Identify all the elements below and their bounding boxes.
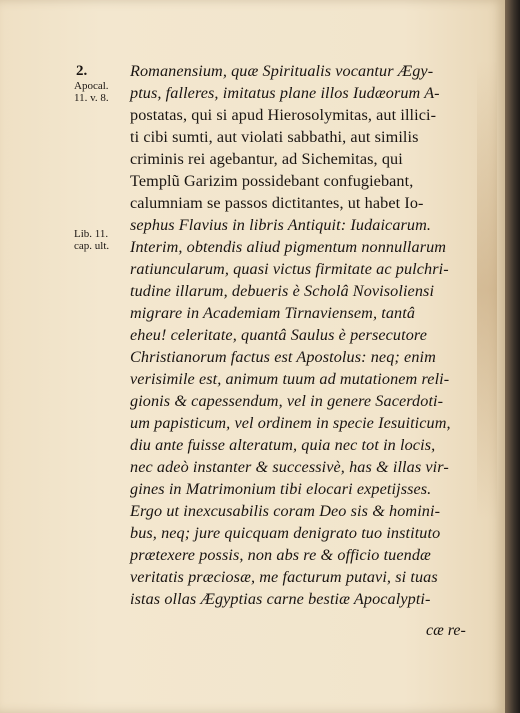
text-line: Interim, obtendis aliud pigmentum nonnullarum [130, 238, 447, 256]
margin-note-line: 11. v. 8. [74, 92, 109, 104]
text-line: veritatis præciosæ, me facturum putavi, si tuas [130, 568, 438, 586]
text-line: bus, neq; jure quicquam denigrato tuo instituto [130, 524, 441, 542]
text-line: ratiuncularum, quasi victus firmitate ac pulchri- [130, 260, 449, 278]
book-edge [505, 0, 520, 713]
text-line: postatas, qui si apud Hierosolymitas, aut illici- [130, 106, 437, 124]
margin-note-line: Lib. 11. [74, 228, 109, 240]
text-line: Romanensium, quæ Spiritualis vocantur Ægy- [130, 62, 434, 80]
text-line: gionis & capessendum, vel in genere Sacerdoti- [130, 392, 444, 410]
margin-note-lib [74, 228, 109, 252]
text-line: um papisticum, vel ordinem in specie Iesuiticum, [130, 414, 451, 432]
margin-note-line: Apocal. [74, 80, 109, 92]
margin-note-apocal [74, 80, 109, 104]
text-line: istas ollas Ægyptias carne bestiæ Apocalypti- [130, 590, 431, 608]
text-line: ptus, falleres, imitatus plane illos Iudæorum A- [130, 84, 440, 102]
text-line: migrare in Academiam Tirnaviensem, tantâ [130, 304, 416, 322]
text-line: diu ante fuisse alteratum, quia nec tot in locis, [130, 436, 436, 454]
catchword: cæ re- [426, 622, 466, 639]
text-line: nec adeò instanter & successivè, has & illas vir- [130, 458, 449, 476]
text-line: tudine illarum, debueris è Scholâ Novisoliensi [130, 282, 435, 300]
text-line: eheu! celeritate, quantâ Saulus è persecutore [130, 326, 427, 344]
text-line: sephus Flavius in libris Antiquit: Iudaicarum. [130, 216, 432, 234]
text-line: criminis rei agebantur, ad Sichemitas, qui [130, 150, 403, 168]
text-line: Templũ Garizim possidebant confugiebant, [130, 172, 414, 190]
text-line: prætexere possis, non abs re & officio tuendæ [130, 546, 431, 564]
margin-note-line: cap. ult. [74, 240, 110, 252]
text-line: Ergo ut inexcusabilis coram Deo sis & homini- [130, 502, 441, 520]
text-line: Christianorum factus est Apostolus: neq; enim [130, 348, 436, 366]
page-number: 2. [76, 63, 88, 79]
paper-stain [477, 60, 497, 520]
text-line: calumniam se passos dictitantes, ut habet Io- [130, 194, 424, 212]
text-line: ti cibi sumti, aut violati sabbathi, aut similis [130, 128, 419, 146]
text-line: gines in Matrimonium tibi elocari expetijsses. [130, 480, 432, 498]
text-line: verisimile est, animum tuum ad mutationem reli- [130, 370, 450, 388]
